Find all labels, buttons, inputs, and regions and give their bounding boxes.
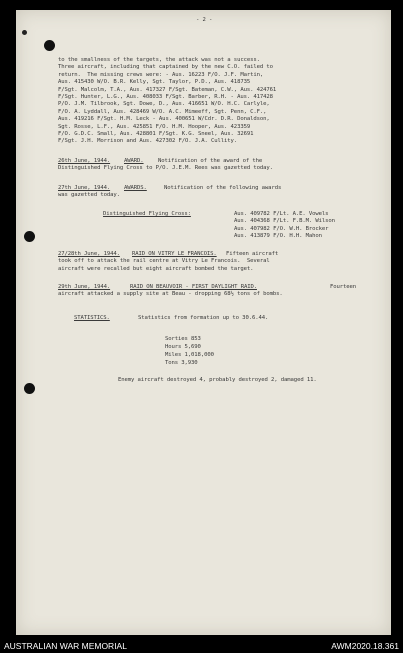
entry-date: 29th June, 1944. bbox=[58, 284, 111, 290]
award-line: Aus. 407982 F/O. W.H. Brocker bbox=[234, 225, 329, 232]
text-line: P/O. J.M. Tilbrook, Sgt. Dowe, D., Aus. 416651 W/O. H.C. Carlyle, bbox=[58, 101, 270, 108]
text-line: Fifteen aircraft bbox=[226, 251, 279, 257]
entry-date: 27th June, 1944. bbox=[58, 185, 111, 191]
text-line: Aus. 419216 F/Sgt. H.M. Leck - Aus. 400651 W/Cdr. D.R. Donaldson, bbox=[58, 116, 270, 123]
punch-hole bbox=[24, 231, 35, 242]
text-line: Aus. 415430 W/O. B.R. Kelly, Sgt. Taylor, P.D., Aus. 418735 bbox=[58, 79, 251, 86]
award-line: Aus. 404368 F/Lt. F.B.M. Wilson bbox=[234, 218, 335, 225]
statistic-row: Miles 1,018,000 bbox=[165, 352, 214, 358]
text-line: Three aircraft, including that captained by the new C.O. failed to bbox=[58, 64, 273, 71]
entry-heading: RAID ON BEAUVOIR - FIRST DAYLIGHT RAID. bbox=[130, 284, 257, 290]
dfc-label: Distinguished Flying Cross: bbox=[103, 211, 191, 217]
punch-hole bbox=[44, 40, 55, 51]
text-line: F/Sgt. J.H. Morrison and Aus. 427302 F/O. J.A. Cullity. bbox=[58, 138, 238, 145]
punch-hole bbox=[24, 383, 35, 394]
statistics-intro: Statistics from formation up to 30.6.44. bbox=[138, 315, 269, 321]
text-line: F/O. A. Lyddall, Aus. 428469 W/O. A.C. Mimeeff, Sgt. Penn, C.F., bbox=[58, 108, 267, 115]
text-line: F/O. G.D.C. Small, Aus. 428801 F/Sgt. K.G. Sneel, Aus. 32691 bbox=[58, 131, 254, 137]
text-line: Sgt. Rosse, L.F., Aus. 425851 F/O. H.M. Hooper, Aus. 423359 bbox=[58, 123, 251, 130]
text-line: aircraft attacked a supply site at Beau - dropping 68½ tons of bombs. bbox=[58, 291, 283, 298]
staple-mark bbox=[22, 30, 27, 35]
text-line: F/Sgt. Hunter, L.G., Aus. 408033 F/Sgt. Barber, R.H. - Aus. 417428 bbox=[58, 94, 273, 100]
statistics-heading: STATISTICS. bbox=[74, 315, 110, 321]
statistic-row: Hours 5,690 bbox=[165, 344, 201, 350]
statistic-row: Sorties 853 bbox=[165, 336, 201, 342]
text-line: return. The missing crews were: - Aus. 16223 F/O. J.F. Martin, bbox=[58, 71, 264, 78]
text-line: Notification of the award of the bbox=[158, 158, 263, 164]
footer-accession-number: AWM2020.18.361 bbox=[331, 641, 399, 651]
text-line: to the smallness of the targets, the attack was not a success. bbox=[58, 57, 260, 63]
text-line: took off to attack the rail centre at Vitry Le Francois. Several bbox=[58, 258, 270, 265]
text-line: Notification of the following awards bbox=[164, 185, 282, 191]
entry-heading: RAID ON VITRY LE FRANCOIS. bbox=[132, 251, 217, 257]
statistic-row: Tons 3,930 bbox=[165, 360, 198, 366]
text-line: Fourteen bbox=[330, 284, 357, 290]
award-line: Aus. 409782 F/Lt. A.E. Vowels bbox=[234, 211, 329, 217]
entry-date: 27/28th June, 1944. bbox=[58, 251, 120, 257]
footer-institution: AUSTRALIAN WAR MEMORIAL bbox=[4, 641, 127, 651]
text-line: was gazetted today. bbox=[58, 192, 120, 199]
text-line: Distinguished Flying Cross to P/O. J.E.M. Rees was gazetted today. bbox=[58, 165, 273, 172]
enemy-aircraft-line: Enemy aircraft destroyed 4, probably destroyed 2, damaged 11. bbox=[118, 377, 317, 383]
text-line: aircraft were recalled but eight aircraft bombed the target. bbox=[58, 265, 254, 272]
archive-footer bbox=[0, 639, 403, 653]
award-line: Aus. 413879 F/O. H.H. Mahon bbox=[234, 233, 322, 240]
entry-heading: AWARD. bbox=[124, 158, 144, 164]
page-number: - 2 - bbox=[196, 17, 213, 23]
text-line: F/Sgt. Malcolm, T.A., Aus. 417327 F/Sgt. Bateman, C.W., Aus. 424761 bbox=[58, 86, 277, 93]
entry-heading: AWARDS. bbox=[124, 185, 147, 191]
entry-date: 26th June, 1944. bbox=[58, 158, 111, 164]
